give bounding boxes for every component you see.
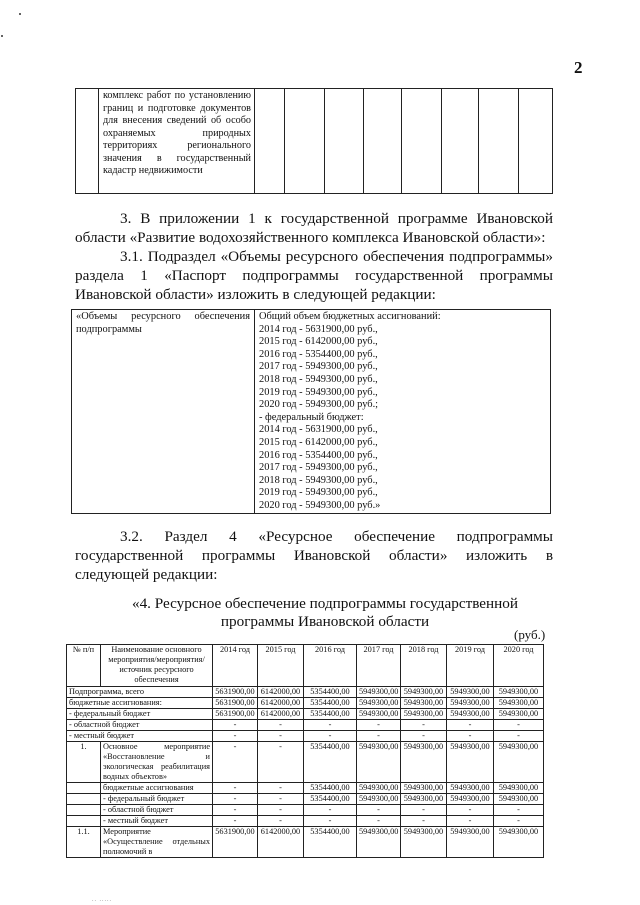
- value-cell: 5949300,00: [401, 827, 447, 858]
- value-cell: -: [213, 805, 258, 816]
- value-cell: 6142000,00: [258, 709, 304, 720]
- value-cell: 5354400,00: [304, 698, 357, 709]
- value-cell: 5949300,00: [494, 698, 544, 709]
- table-cell: [364, 89, 402, 194]
- passport-label: «Объемы ресурсного обеспечения подпрограммы: [72, 310, 255, 514]
- row-label: - местный бюджет: [101, 816, 213, 827]
- value-cell: -: [447, 805, 494, 816]
- row-label: бюджетные ассигнования:: [67, 698, 213, 709]
- section-heading-line2: программы Ивановской области: [220, 613, 430, 630]
- passport-line: 2014 год - 5631900,00 руб.,: [259, 424, 378, 436]
- header-num: № п/п: [67, 645, 101, 687]
- row-label: - федеральный бюджет: [101, 794, 213, 805]
- header-year: 2019 год: [447, 645, 494, 687]
- page-number: 2: [574, 58, 583, 77]
- table-row: [67, 816, 544, 827]
- table-row: [67, 742, 544, 783]
- value-cell: -: [213, 731, 258, 742]
- value-cell: -: [213, 794, 258, 805]
- table-row: [67, 720, 544, 731]
- table-row: [67, 783, 544, 794]
- table-row: [67, 794, 544, 805]
- value-cell: 5949300,00: [357, 687, 401, 698]
- value-cell: 5949300,00: [447, 742, 494, 783]
- passport-line: 2020 год - 5949300,00 руб.»: [259, 499, 381, 511]
- value-cell: 5354400,00: [304, 794, 357, 805]
- value-cell: 5354400,00: [304, 783, 357, 794]
- value-cell: -: [494, 720, 544, 731]
- value-cell: 5949300,00: [357, 827, 401, 858]
- value-cell: 5949300,00: [357, 742, 401, 783]
- passport-line: 2015 год - 6142000,00 руб.,: [259, 336, 378, 348]
- value-cell: 5949300,00: [494, 783, 544, 794]
- value-cell: 5949300,00: [447, 687, 494, 698]
- passport-line: 2018 год - 5949300,00 руб.,: [259, 474, 378, 486]
- row-number: 1.: [67, 742, 101, 783]
- row-number: [67, 816, 101, 827]
- continuation-table: [75, 88, 553, 194]
- value-cell: -: [213, 816, 258, 827]
- value-cell: 5949300,00: [401, 742, 447, 783]
- value-cell: -: [447, 720, 494, 731]
- value-cell: 5949300,00: [494, 742, 544, 783]
- value-cell: -: [258, 794, 304, 805]
- passport-line: 2019 год - 5949300,00 руб.,: [259, 386, 378, 398]
- row-number: 1.1.: [67, 827, 101, 858]
- row-number: [67, 794, 101, 805]
- value-cell: 5949300,00: [357, 698, 401, 709]
- passport-line: 2019 год - 5949300,00 руб.,: [259, 487, 378, 499]
- value-cell: -: [357, 720, 401, 731]
- unit-label: (руб.): [514, 627, 546, 642]
- value-cell: -: [401, 720, 447, 731]
- value-cell: 5354400,00: [304, 827, 357, 858]
- section-heading-line1: «4. Ресурсное обеспечение подпрограммы государственной: [131, 595, 519, 612]
- value-cell: 5949300,00: [401, 709, 447, 720]
- value-cell: -: [258, 783, 304, 794]
- value-cell: -: [258, 816, 304, 827]
- activity-description: комплекс работ по установлению границ и подготовке документов для внесения сведений об особо охраняемых природных территориях регионального значения в государственный кадастр недвижимости: [99, 89, 255, 194]
- row-label: - федеральный бюджет: [67, 709, 213, 720]
- table-cell: [325, 89, 364, 194]
- value-cell: -: [304, 731, 357, 742]
- value-cell: 6142000,00: [258, 698, 304, 709]
- value-cell: 5949300,00: [447, 709, 494, 720]
- table-row: [76, 89, 553, 194]
- value-cell: -: [258, 720, 304, 731]
- value-cell: 5354400,00: [304, 687, 357, 698]
- passport-line: Общий объем бюджетных ассигнований:: [259, 311, 441, 322]
- value-cell: -: [357, 805, 401, 816]
- value-cell: 5354400,00: [304, 742, 357, 783]
- passport-line: 2015 год - 6142000,00 руб.,: [259, 436, 378, 448]
- value-cell: 5949300,00: [401, 794, 447, 805]
- value-cell: -: [304, 805, 357, 816]
- value-cell: 5949300,00: [401, 783, 447, 794]
- value-cell: -: [357, 731, 401, 742]
- value-cell: -: [304, 720, 357, 731]
- value-cell: -: [213, 720, 258, 731]
- value-cell: 5631900,00: [213, 709, 258, 720]
- table-row: [67, 731, 544, 742]
- header-year: 2018 год: [401, 645, 447, 687]
- passport-values: [255, 310, 551, 514]
- paragraph-3-1: 3.1. Подраздел «Объемы ресурсного обеспечения подпрограммы» раздела 1 «Паспорт подпрограммы государственной программы Ивановской области» изложить в следующей редакции:: [75, 248, 553, 303]
- value-cell: 5949300,00: [447, 827, 494, 858]
- table-cell: [76, 89, 99, 194]
- passport-line: 2020 год - 5949300,00 руб.;: [259, 399, 379, 411]
- passport-line: 2017 год - 5949300,00 руб.,: [259, 462, 378, 474]
- table-cell: [442, 89, 479, 194]
- header-year: 2015 год: [258, 645, 304, 687]
- value-cell: 5949300,00: [494, 794, 544, 805]
- passport-line: - федеральный бюджет:: [259, 411, 364, 423]
- value-cell: -: [213, 783, 258, 794]
- scan-speck: [1, 35, 3, 37]
- value-cell: 5354400,00: [304, 709, 357, 720]
- row-label: Подпрограмма, всего: [67, 687, 213, 698]
- value-cell: 5949300,00: [401, 687, 447, 698]
- row-label: - областной бюджет: [101, 805, 213, 816]
- value-cell: -: [213, 742, 258, 783]
- header-row: [67, 645, 544, 687]
- value-cell: -: [258, 805, 304, 816]
- header-name: Наименование основного мероприятия/мероприятия/ источник ресурсного обеспечения: [101, 645, 213, 687]
- footer-marks: .. .....: [92, 897, 112, 903]
- table-cell: [285, 89, 325, 194]
- paragraph-3: 3. В приложении 1 к государственной программе Ивановской области «Развитие водохозяйственного комплекса Ивановской области»:: [75, 210, 553, 246]
- value-cell: -: [447, 816, 494, 827]
- value-cell: 5949300,00: [357, 794, 401, 805]
- header-year: 2016 год: [304, 645, 357, 687]
- table-row: [67, 805, 544, 816]
- value-cell: -: [494, 805, 544, 816]
- table-cell: [519, 89, 553, 194]
- value-cell: 5949300,00: [494, 709, 544, 720]
- value-cell: -: [258, 731, 304, 742]
- value-cell: 6142000,00: [258, 827, 304, 858]
- row-label: - областной бюджет: [67, 720, 213, 731]
- value-cell: 5949300,00: [357, 709, 401, 720]
- value-cell: -: [357, 816, 401, 827]
- passport-line: 2016 год - 5354400,00 руб.,: [259, 449, 378, 461]
- value-cell: -: [401, 805, 447, 816]
- header-year: 2020 год: [494, 645, 544, 687]
- table-row: [72, 310, 551, 514]
- value-cell: 5631900,00: [213, 827, 258, 858]
- row-label: Мероприятие «Осуществление отдельных полномочий в: [101, 827, 213, 858]
- resource-table: [66, 644, 544, 858]
- passport-line: 2018 год - 5949300,00 руб.,: [259, 373, 378, 385]
- passport-line: 2016 год - 5354400,00 руб.,: [259, 348, 378, 360]
- table-cell: [402, 89, 442, 194]
- row-label: Основное мероприятие «Восстановление и экологическая реабилитация водных объектов»: [101, 742, 213, 783]
- row-label: бюджетные ассигнования: [101, 783, 213, 794]
- header-year: 2017 год: [357, 645, 401, 687]
- value-cell: 5631900,00: [213, 687, 258, 698]
- scan-speck: [19, 13, 21, 15]
- paragraph-3-2: 3.2. Раздел 4 «Ресурсное обеспечение подпрограммы государственной программы Ивановской области» изложить в следующей редакции:: [75, 528, 553, 583]
- value-cell: -: [494, 731, 544, 742]
- value-cell: -: [401, 731, 447, 742]
- passport-line: 2017 год - 5949300,00 руб.,: [259, 361, 378, 373]
- value-cell: 6142000,00: [258, 687, 304, 698]
- value-cell: 5949300,00: [357, 783, 401, 794]
- row-number: [67, 805, 101, 816]
- value-cell: -: [401, 816, 447, 827]
- value-cell: 5949300,00: [401, 698, 447, 709]
- table-row: [67, 827, 544, 858]
- header-year: 2014 год: [213, 645, 258, 687]
- row-number: [67, 783, 101, 794]
- value-cell: 5949300,00: [447, 794, 494, 805]
- table-row: [67, 687, 544, 698]
- value-cell: 5949300,00: [494, 687, 544, 698]
- table-cell: [479, 89, 519, 194]
- value-cell: 5949300,00: [447, 783, 494, 794]
- value-cell: -: [447, 731, 494, 742]
- value-cell: 5631900,00: [213, 698, 258, 709]
- passport-line: 2014 год - 5631900,00 руб.,: [259, 323, 378, 335]
- value-cell: -: [494, 816, 544, 827]
- value-cell: 5949300,00: [494, 827, 544, 858]
- value-cell: -: [304, 816, 357, 827]
- value-cell: 5949300,00: [447, 698, 494, 709]
- row-label: - местный бюджет: [67, 731, 213, 742]
- table-row: [67, 709, 544, 720]
- passport-table: [71, 309, 551, 514]
- table-row: [67, 698, 544, 709]
- table-cell: [255, 89, 285, 194]
- value-cell: -: [258, 742, 304, 783]
